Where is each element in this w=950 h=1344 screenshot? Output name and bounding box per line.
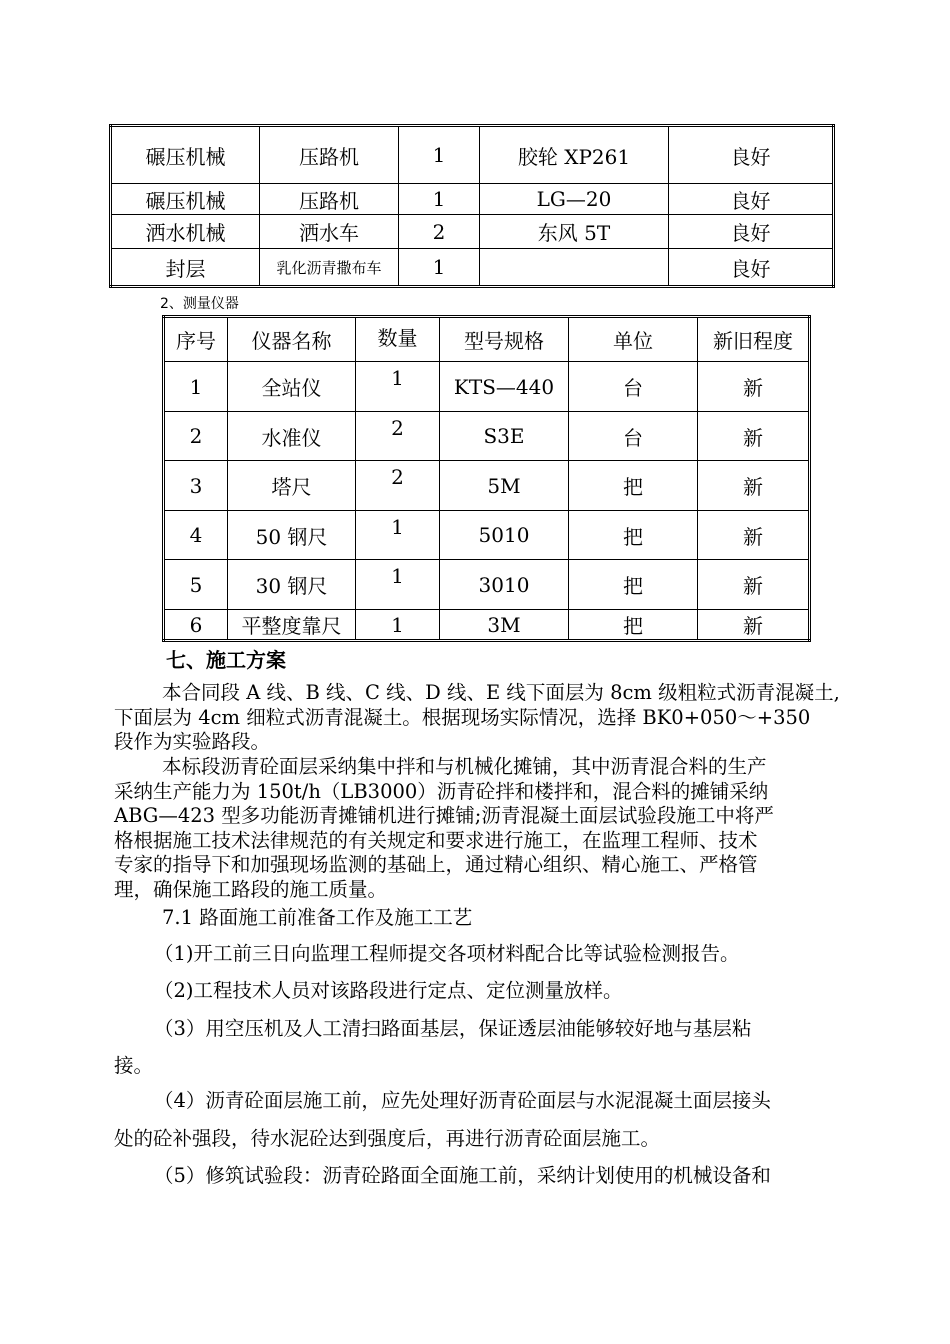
paragraph-line: 本合同段 A 线、B 线、C 线、D 线、E 线下面层为 8cm 级粗粒式沥青混凝土, [162, 681, 840, 704]
table-row [111, 126, 834, 184]
row-model: S3E [440, 412, 569, 461]
equip-model [480, 249, 669, 287]
equip-qty: 2 [399, 215, 480, 249]
equip-status: 良好 [669, 126, 834, 184]
equip-name: 压路机 [260, 126, 399, 184]
row-qty: 1 [356, 362, 440, 412]
row-unit: 把 [569, 560, 698, 610]
row-name: 30 钢尺 [228, 560, 356, 610]
row-qty: 2 [356, 412, 440, 461]
paragraph-2 [114, 755, 774, 902]
equip-qty: 1 [399, 184, 480, 215]
row-name: 水准仪 [228, 412, 356, 461]
equip-status: 良好 [669, 184, 834, 215]
header-unit: 单位 [569, 317, 698, 362]
row-name: 平整度靠尺 [228, 610, 356, 641]
equip-model: LG—20 [480, 184, 669, 215]
row-no: 4 [164, 511, 228, 560]
table-row [111, 249, 834, 287]
row-name: 全站仪 [228, 362, 356, 412]
paragraph-line: 格根据施工技术法律规范的有关规定和要求进行施工，在监理工程师、技术 [114, 828, 758, 852]
survey-table [162, 315, 811, 642]
row-qty: 1 [356, 511, 440, 560]
item-3-line-1: （3）用空压机及人工清扫路面基层，保证透层油能够较好地与基层粘 [154, 1017, 752, 1040]
table-row [164, 560, 810, 610]
row-unit: 把 [569, 610, 698, 641]
paragraph-line: 采纳生产能力为 150t/h（LB3000）沥青砼拌和楼拌和，混合料的摊铺采纳 [114, 779, 769, 803]
paragraph-line: 下面层为 4cm 细粒式沥青混凝土。根据现场实际情况，选择 BK0+050～+350 [114, 705, 811, 729]
equip-name: 乳化沥青撒布车 [260, 249, 399, 287]
table-row [111, 184, 834, 215]
row-unit: 台 [569, 412, 698, 461]
equip-qty: 1 [399, 126, 480, 184]
row-model: 5M [440, 461, 569, 511]
row-condition: 新 [698, 610, 810, 641]
header-name: 仪器名称 [228, 317, 356, 362]
header-condition: 新旧程度 [698, 317, 810, 362]
item-2: （2)工程技术人员对该路段进行定点、定位测量放样。 [154, 979, 623, 1002]
row-name: 塔尺 [228, 461, 356, 511]
table-row [111, 215, 834, 249]
equip-name: 洒水车 [260, 215, 399, 249]
header-qty: 数量 [356, 317, 440, 362]
row-condition: 新 [698, 362, 810, 412]
row-condition: 新 [698, 511, 810, 560]
row-condition: 新 [698, 412, 810, 461]
table-row [164, 362, 810, 412]
paragraph-1 [114, 681, 840, 755]
row-model: 3010 [440, 560, 569, 610]
row-condition: 新 [698, 461, 810, 511]
row-qty: 1 [356, 560, 440, 610]
table-row [164, 511, 810, 560]
table-row [164, 412, 810, 461]
paragraph-line: 段作为实验路段。 [114, 730, 271, 753]
row-no: 5 [164, 560, 228, 610]
row-condition: 新 [698, 560, 810, 610]
row-model: 3M [440, 610, 569, 641]
item-4-line-2: 处的砼补强段，待水泥砼达到强度后，再进行沥青砼面层施工。 [114, 1127, 661, 1150]
equip-category: 碾压机械 [111, 126, 260, 184]
paragraph-line: 专家的指导下和加强现场监测的基础上，通过精心组织、精心施工、严格管 [114, 853, 758, 876]
row-unit: 把 [569, 461, 698, 511]
survey-instruments-label: 2、测量仪器 [160, 296, 239, 312]
equip-status: 良好 [669, 215, 834, 249]
equip-category: 洒水机械 [111, 215, 260, 249]
row-no: 1 [164, 362, 228, 412]
paragraph-line: 本标段沥青砼面层采纳集中拌和与机械化摊铺，其中沥青混合料的生产 [162, 755, 767, 778]
row-no: 3 [164, 461, 228, 511]
item-3-line-2: 接。 [114, 1054, 154, 1077]
subsection-heading: 7.1 路面施工前准备工作及施工工艺 [162, 906, 473, 929]
row-unit: 台 [569, 362, 698, 412]
row-qty: 2 [356, 461, 440, 511]
table-row [164, 610, 810, 641]
equip-model: 东风 5T [480, 215, 669, 249]
paragraph-line: 理，确保施工路段的施工质量。 [114, 877, 388, 901]
table-header-row [164, 317, 810, 362]
header-no: 序号 [164, 317, 228, 362]
equip-category: 碾压机械 [111, 184, 260, 215]
equip-category: 封层 [111, 249, 260, 287]
header-model: 型号规格 [440, 317, 569, 362]
row-qty: 1 [356, 610, 440, 641]
row-name: 50 钢尺 [228, 511, 356, 560]
row-model: KTS—440 [440, 362, 569, 412]
section-heading: 七、施工方案 [166, 648, 286, 672]
row-no: 2 [164, 412, 228, 461]
row-model: 5010 [440, 511, 569, 560]
item-1: （1)开工前三日向监理工程师提交各项材料配合比等试验检测报告。 [154, 942, 740, 965]
equip-qty: 1 [399, 249, 480, 287]
equipment-table [109, 124, 835, 288]
item-4-line-1: （4）沥青砼面层施工前，应先处理好沥青砼面层与水泥混凝土面层接头 [154, 1089, 771, 1112]
row-no: 6 [164, 610, 228, 641]
equip-name: 压路机 [260, 184, 399, 215]
equip-model: 胶轮 XP261 [480, 126, 669, 184]
equip-status: 良好 [669, 249, 834, 287]
item-5-line-1: （5）修筑试验段：沥青砼路面全面施工前，采纳计划使用的机械设备和 [154, 1164, 771, 1187]
row-unit: 把 [569, 511, 698, 560]
table-row [164, 461, 810, 511]
paragraph-line: ABG—423 型多功能沥青摊铺机进行摊铺;沥青混凝土面层试验段施工中将严 [114, 804, 774, 827]
